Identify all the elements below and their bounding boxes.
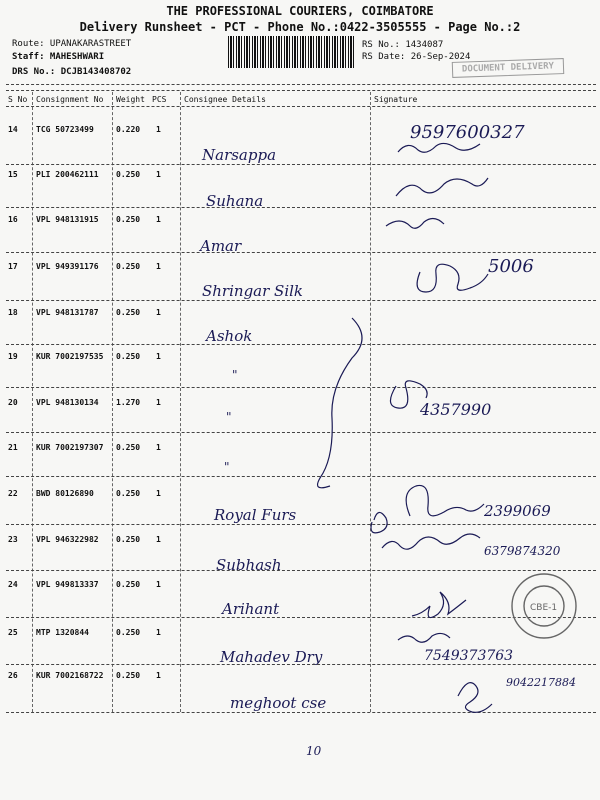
row-signature: 4357990: [420, 400, 492, 419]
row-consignment: VPL 948131787: [36, 308, 99, 317]
col-header-weight: Weight: [116, 95, 145, 104]
row-sno: 17: [8, 262, 18, 271]
row-signature: 2399069: [484, 502, 551, 520]
company-seal-stamp: [512, 574, 576, 638]
row-sno: 23: [8, 535, 18, 544]
row-pcs: 1: [156, 215, 161, 224]
row-sno: 20: [8, 398, 18, 407]
row-weight: 0.250: [116, 671, 141, 680]
row-weight: 0.250: [116, 628, 141, 637]
row-weight: 0.250: [116, 580, 141, 589]
ditto-stroke: [318, 318, 362, 488]
row-sno: 15: [8, 170, 18, 179]
signature-scribble: [406, 485, 484, 516]
row-sno: 19: [8, 352, 18, 361]
row-pcs: 1: [156, 352, 161, 361]
row-pcs: 1: [156, 580, 161, 589]
row-pcs: 1: [156, 628, 161, 637]
row-pcs: 1: [156, 671, 161, 680]
row-consignee: Subhash: [216, 556, 282, 574]
row-weight: 0.250: [116, 443, 141, 452]
row-sno: 24: [8, 580, 18, 589]
row-sno: 25: [8, 628, 18, 637]
row-consignee: meghoot cse: [230, 694, 327, 712]
row-signature: 6379874320: [484, 544, 561, 558]
row-consignment: TCG 50723499: [36, 125, 94, 134]
signature-scribble: [398, 633, 450, 642]
row-pcs: 1: [156, 443, 161, 452]
row-consignment: VPL 946322982: [36, 535, 99, 544]
row-consignee: ": [226, 410, 232, 424]
col-header-consignee: Consignee Details: [184, 95, 266, 104]
page-subtitle: Delivery Runsheet - PCT - Phone No.:0422-3505555 - Page No.:2: [79, 20, 521, 34]
row-signature: 7549373763: [424, 648, 514, 664]
page-title: THE PROFESSIONAL COURIERS, COIMBATORE: [166, 4, 434, 18]
row-consignee: Amar: [200, 237, 242, 255]
footer-note: 10: [306, 744, 322, 758]
row-signature: 5006: [488, 256, 534, 277]
row-pcs: 1: [156, 489, 161, 498]
row-weight: 1.270: [116, 398, 141, 407]
row-weight: 0.250: [116, 262, 141, 271]
row-consignment: VPL 949813337: [36, 580, 99, 589]
row-consignment: VPL 948131915: [36, 215, 99, 224]
row-weight: 0.250: [116, 352, 141, 361]
row-weight: 0.250: [116, 489, 141, 498]
row-weight: 0.220: [116, 125, 141, 134]
row-weight: 0.250: [116, 308, 141, 317]
signature-scribble: [398, 143, 480, 152]
row-sno: 21: [8, 443, 18, 452]
row-pcs: 1: [156, 308, 161, 317]
row-consignee: Shringar Silk: [202, 282, 304, 300]
drs-number: DRS No.: DCJB143408702: [12, 67, 132, 77]
row-consignee: ": [232, 368, 238, 382]
signature-scribble: [417, 264, 488, 292]
route-label: Route: UPANAKARASTREET: [12, 39, 132, 49]
row-pcs: 1: [156, 125, 161, 134]
row-consignee: Mahadev Dry: [220, 648, 323, 666]
row-consignee: Suhana: [206, 192, 264, 210]
signature-scribble: [412, 592, 466, 618]
signature-scribble: [386, 218, 444, 228]
row-signature: 9042217884: [506, 676, 576, 689]
row-signature: 9597600327: [410, 122, 525, 143]
row-pcs: 1: [156, 262, 161, 271]
svg-text:CBE-1: CBE-1: [530, 603, 558, 613]
signature-scribble: [396, 178, 488, 196]
signature-scribble: [382, 534, 480, 549]
col-header-sno: S No: [8, 95, 28, 104]
row-consignment: VPL 948130134: [36, 398, 99, 407]
row-pcs: 1: [156, 535, 161, 544]
row-sno: 22: [8, 489, 18, 498]
row-consignment: KUR 7002168722: [36, 671, 104, 680]
rs-date: RS Date: 26-Sep-2024: [362, 52, 471, 62]
signature-scribble: [371, 512, 387, 532]
row-consignment: PLI 200462111: [36, 170, 99, 179]
row-consignment: KUR 7002197535: [36, 352, 104, 361]
row-consignee: Royal Furs: [214, 506, 297, 524]
row-consignee: Ashok: [206, 327, 253, 345]
row-weight: 0.250: [116, 170, 141, 179]
staff-label: Staff: MAHESHWARI: [12, 52, 105, 62]
col-header-consignment: Consignment No: [36, 95, 104, 104]
document-delivery-stamp: DOCUMENT DELIVERY: [452, 58, 564, 78]
row-consignment: MTP 1320844: [36, 628, 89, 637]
row-weight: 0.250: [116, 535, 141, 544]
row-consignment: VPL 949391176: [36, 262, 99, 271]
row-sno: 14: [8, 125, 18, 134]
row-sno: 18: [8, 308, 18, 317]
row-pcs: 1: [156, 170, 161, 179]
row-pcs: 1: [156, 398, 161, 407]
row-sno: 26: [8, 671, 18, 680]
signature-scribble: [458, 683, 492, 713]
col-header-signature: Signature: [374, 95, 418, 104]
row-sno: 16: [8, 215, 18, 224]
col-header-pcs: PCS: [152, 95, 167, 104]
row-weight: 0.250: [116, 215, 141, 224]
rs-number: RS No.: 1434087: [362, 40, 444, 50]
signature-scribble: [390, 381, 427, 408]
row-consignee: Arihant: [222, 600, 280, 618]
row-consignee: Narsappa: [202, 146, 277, 164]
row-consignee: ": [224, 460, 230, 474]
row-consignment: KUR 7002197307: [36, 443, 104, 452]
row-consignment: BWD 80126890: [36, 489, 94, 498]
